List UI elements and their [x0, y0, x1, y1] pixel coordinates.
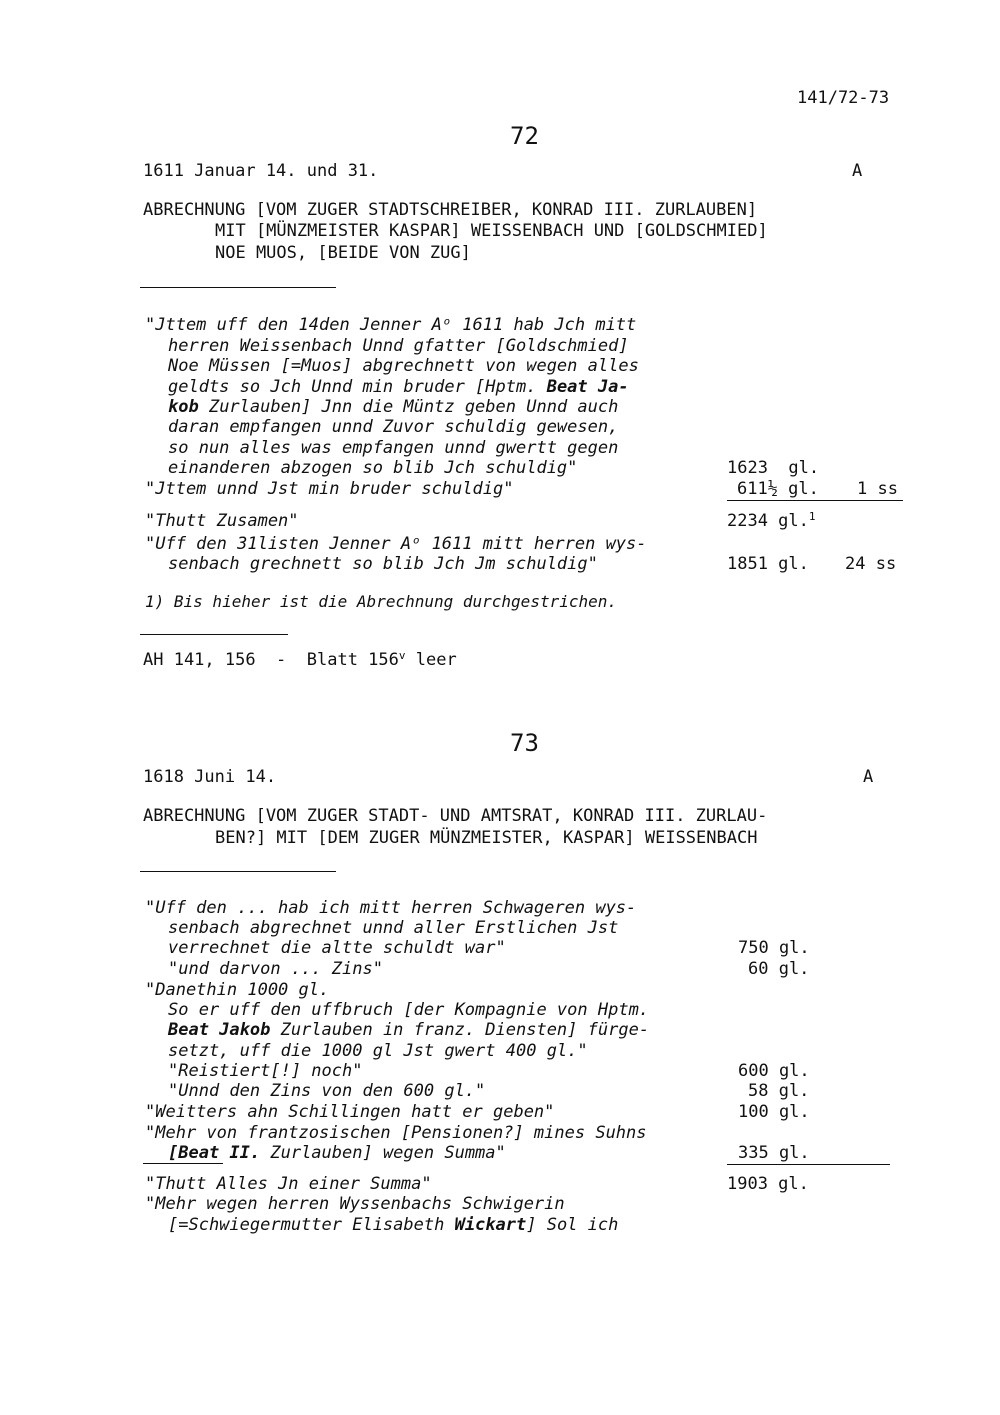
- amount-73-3: 600 gl.: [738, 1061, 810, 1081]
- separator-rule-73: [140, 871, 336, 872]
- entry-72-line-5: [168, 397, 618, 417]
- entry-73-line-7-text: Zurlauben in franz. Diensten] fürge-: [270, 1020, 650, 1040]
- amount-72-4: 1851 gl.: [727, 554, 809, 574]
- title-line-72-1: ABRECHNUNG [VOM ZUGER STADTSCHREIBER, KONRAD III. ZURLAUBEN]: [143, 200, 758, 220]
- separator-rule: [140, 287, 336, 288]
- amount-73-7: 1903 gl.: [727, 1174, 809, 1194]
- footnote-marker-1: 1: [808, 510, 816, 523]
- entry-72-4-line-1: "Uff den 31listen Jenner Aᵒ 1611 mitt herren wys-: [145, 534, 647, 554]
- footnote-72: 1) Bis hieher ist die Abrechnung durchgestrichen.: [145, 592, 618, 611]
- entry-73-line-3: verrechnet die altte schuldt war": [168, 938, 506, 958]
- amount-73-6: 335 gl.: [738, 1143, 810, 1163]
- entry-73-line-13: [168, 1143, 506, 1163]
- entry-73-line-1: "Uff den ... hab ich mitt herren Schwageren wys-: [145, 898, 637, 918]
- amount-72-2-shillings: 1 ss: [857, 479, 898, 499]
- entry-72-line-4-text: geldts so Jch Unnd min bruder [Hptm.: [168, 377, 547, 397]
- entry-72-line-8: einanderen abzogen so blib Jch schuldig": [168, 458, 578, 478]
- document-date-72: 1611 Januar 14. und 31.: [143, 161, 379, 181]
- amount-72-1: 1623 gl.: [727, 458, 820, 478]
- title-line-72-3: NOE MUOS, [BEIDE VON ZUG]: [215, 243, 471, 263]
- entry-73-line-6: So er uff den uffbruch [der Kompagnie von Hptm.: [168, 1000, 650, 1020]
- entry-72-line-6: daran empfangen unnd Zuvor schuldig gewesen,: [168, 417, 619, 437]
- entry-73-line-5: "Danethin 1000 gl.: [145, 980, 330, 1000]
- entry-73-line-14: "Thutt Alles Jn einer Summa": [145, 1174, 432, 1194]
- document-number-73: 73: [510, 729, 539, 757]
- page-reference: 141/72-73: [797, 88, 890, 108]
- entry-72-3: "Thutt Zusamen": [145, 511, 299, 531]
- footnote-rule: [140, 634, 288, 635]
- amount-72-3-value: 2234 gl.: [727, 511, 809, 531]
- source-72-end: leer: [405, 650, 457, 670]
- amount-73-4: 58 gl.: [748, 1081, 810, 1101]
- amount-72-2: 611½ gl.: [737, 479, 819, 499]
- document-date-73: 1618 Juni 14.: [143, 767, 277, 787]
- entry-73-line-15: "Mehr wegen herren Wyssenbachs Schwigerin: [145, 1194, 565, 1214]
- entry-73-line-7: [168, 1020, 649, 1040]
- source-72-verso: v: [398, 649, 406, 662]
- entry-73-line-2: senbach abgrechnet unnd aller Erstlichen Jst: [168, 918, 619, 938]
- entry-72-name-kob: kob: [168, 397, 199, 417]
- entry-72-line-1: "Jttem uff den 14den Jenner Aᵒ 1611 hab Jch mitt: [145, 315, 637, 335]
- entry-73-line-16-text: [=Schwiegermutter Elisabeth: [168, 1215, 455, 1235]
- entry-73-line-9: "Reistiert[!] noch": [168, 1061, 363, 1081]
- sum-rule-72: [727, 500, 903, 501]
- entry-72-name-beat: Beat Ja-: [546, 377, 629, 397]
- source-72: [143, 650, 457, 670]
- entry-72-2: "Jttem unnd Jst min bruder schuldig": [145, 479, 514, 499]
- entry-73-name-beat-ii: [Beat II.: [168, 1143, 261, 1163]
- entry-73-line-16-end: ] Sol ich: [526, 1215, 619, 1235]
- entry-72-line-4: [168, 377, 629, 397]
- entry-72-line-3: Noe Müssen [=Muos] abgrechnett von wegen alles: [168, 356, 639, 376]
- entry-73-line-4: "und darvon ... Zins": [168, 959, 383, 979]
- entry-72-line-5-text: Zurlauben] Jnn die Müntz geben Unnd auch: [198, 397, 619, 417]
- entry-73-name-beat-jakob: Beat Jakob: [168, 1020, 271, 1040]
- title-line-72-2: MIT [MÜNZMEISTER KASPAR] WEISSENBACH UND [GOLDSCHMIED]: [215, 221, 768, 241]
- strike-rule-73: [143, 1163, 223, 1164]
- entry-73-line-10: "Unnd den Zins von den 600 gl.": [168, 1081, 486, 1101]
- amount-73-5: 100 gl.: [738, 1102, 810, 1122]
- document-type-73: A: [863, 767, 874, 787]
- document-type-72: A: [852, 161, 863, 181]
- sum-rule-73: [727, 1164, 890, 1165]
- entry-73-name-wickart: Wickart: [454, 1215, 527, 1235]
- entry-73-line-12: "Mehr von frantzosischen [Pensionen?] mines Suhns: [145, 1123, 647, 1143]
- source-72-text: AH 141, 156 - Blatt 156: [143, 650, 399, 670]
- document-number-72: 72: [510, 122, 539, 150]
- amount-72-4-shillings: 24 ss: [845, 554, 897, 574]
- entry-73-line-16: [168, 1215, 618, 1235]
- entry-72-line-7: so nun alles was empfangen unnd gwertt gegen: [168, 438, 619, 458]
- amount-73-2: 60 gl.: [748, 959, 810, 979]
- title-line-73-2: BEN?] MIT [DEM ZUGER MÜNZMEISTER, KASPAR] WEISSENBACH: [215, 828, 758, 848]
- entry-73-line-13-text: Zurlauben] wegen Summa": [260, 1143, 506, 1163]
- entry-72-line-2: herren Weissenbach Unnd gfatter [Goldschmied]: [168, 336, 629, 356]
- title-line-73-1: ABRECHNUNG [VOM ZUGER STADT- UND AMTSRAT, KONRAD III. ZURLAU-: [143, 806, 768, 826]
- entry-72-4-line-2: senbach grechnett so blib Jch Jm schuldig": [168, 554, 598, 574]
- entry-73-line-8: setzt, uff die 1000 gl Jst gwert 400 gl.": [168, 1041, 588, 1061]
- amount-72-3: [727, 511, 816, 531]
- amount-73-1: 750 gl.: [738, 938, 810, 958]
- entry-73-line-11: "Weitters ahn Schillingen hatt er geben": [145, 1102, 555, 1122]
